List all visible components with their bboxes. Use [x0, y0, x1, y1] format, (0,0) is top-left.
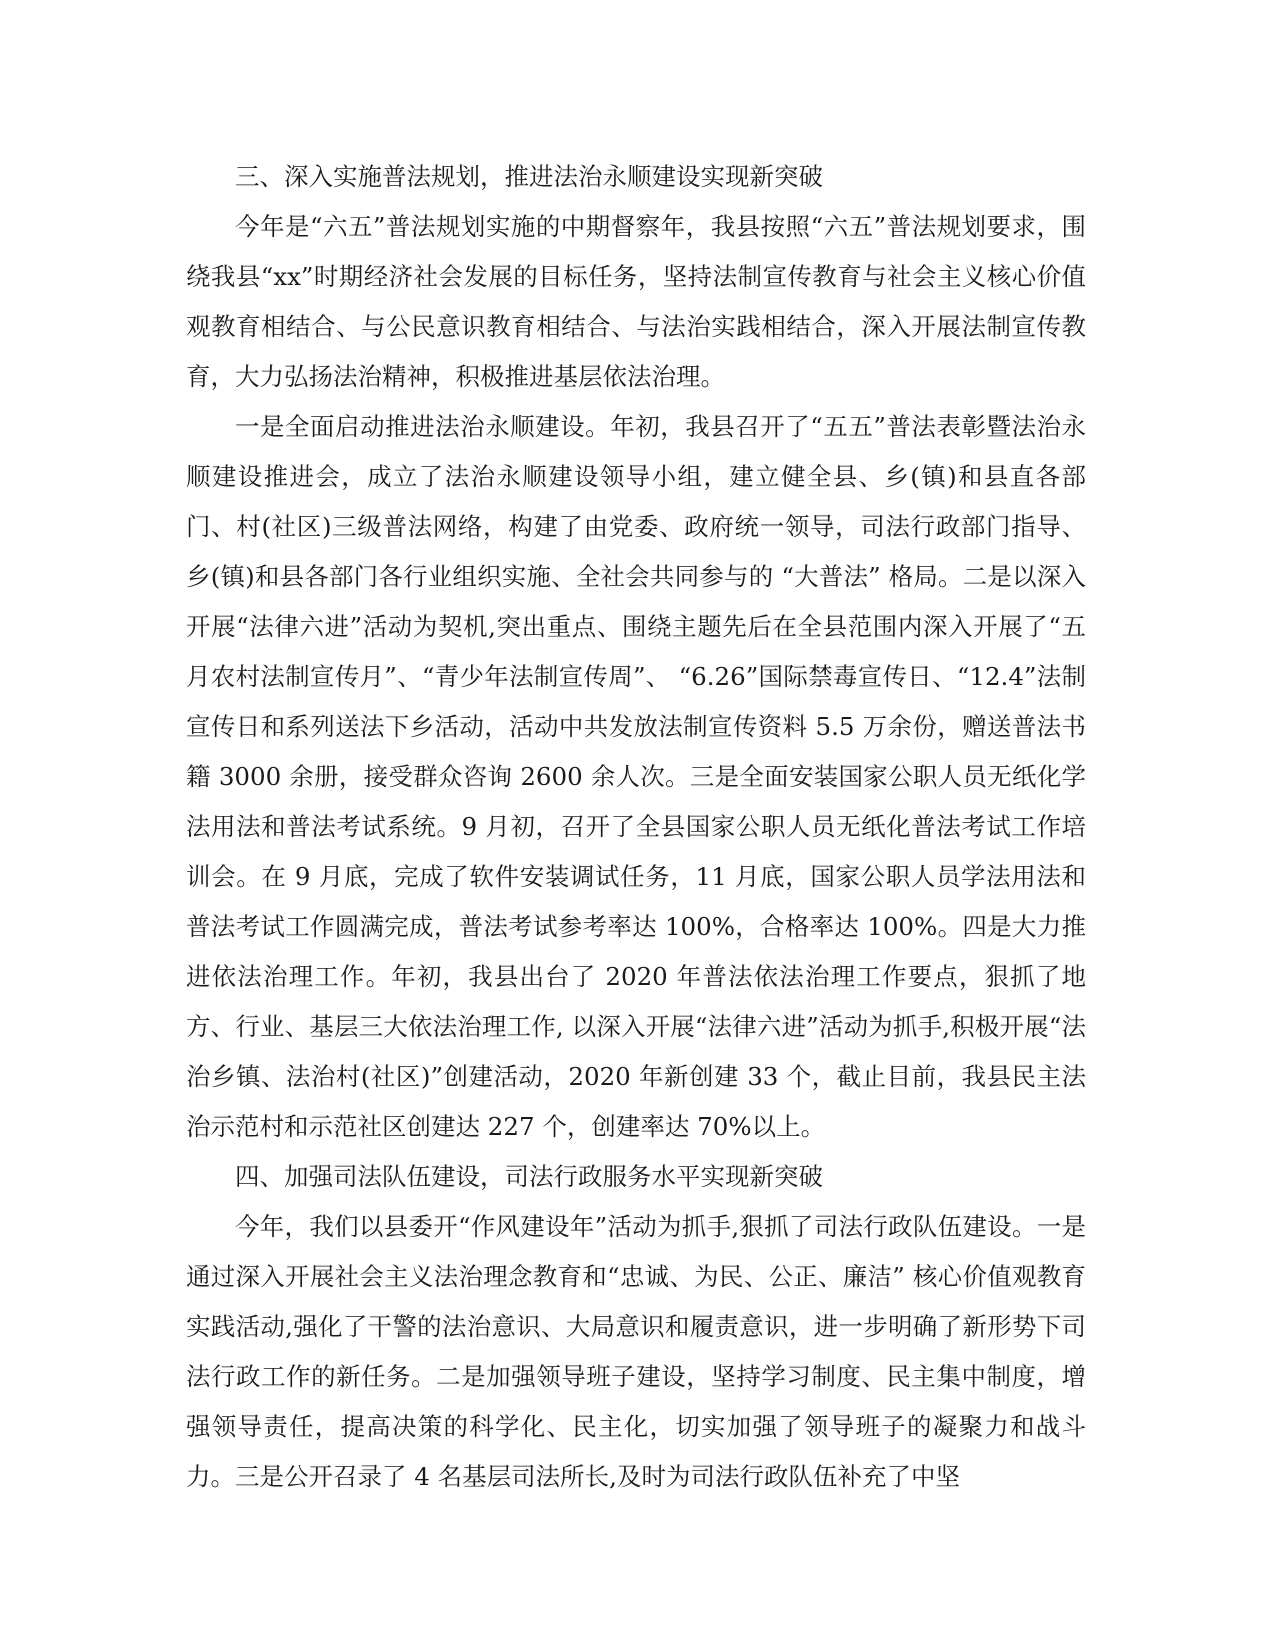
document-body — [186, 152, 1086, 1502]
paragraph-rule-of-law-construction: 一是全面启动推进法治永顺建设。年初，我县召开了“五五”普法表彰暨法治永顺建设推进会，成立了法治永顺建设领导小组，建立健全县、乡(镇)和县直各部门、村(社区)三级普法网络，构建了由党委、政府统一领导，司法行政部门指导、乡(镇)和县各部门各行业组织实施、全社会共同参与的 “大普法” 格局。二是以深入开展“法律六进”活动为契机,突出重点、围绕主题先后在全县范围内深入开展了“五月农村法制宣传月”、“青少年法制宣传周”、 “6.26”国际禁毒宣传日、“12.4”法制宣传日和系列送法下乡活动，活动中共发放法制宣传资料 5.5 万余份，赠送普法书籍 3000 余册，接受群众咨询 2600 余人次。三是全面安装国家公职人员无纸化学法用法和普法考试系统。9 月初，召开了全县国家公职人员无纸化普法考试工作培训会。在 9 月底，完成了软件安装调试任务，11 月底，国家公职人员学法用法和普法考试工作圆满完成，普法考试参考率达 100%，合格率达 100%。四是大力推进依法治理工作。年初，我县出台了 2020 年普法依法治理工作要点，狠抓了地方、行业、基层三大依法治理工作, 以深入开展“法律六进”活动为抓手,积极开展“法治乡镇、法治村(社区)”创建活动，2020 年新创建 33 个，截止目前，我县民主法治示范村和示范社区创建达 227 个，创建率达 70%以上。 — [186, 412, 1086, 1141]
paragraph-puf-plan: 今年是“六五”普法规划实施的中期督察年，我县按照“六五”普法规划要求，围绕我县“xx”时期经济社会发展的目标任务，坚持法制宣传教育与社会主义核心价值观教育相结合、与公民意识教育相结合、与法治实践相结合，深入开展法制宣传教育，大力弘扬法治精神，积极推进基层依法治理。 — [186, 212, 1086, 391]
section-heading-four: 四、加强司法队伍建设，司法行政服务水平实现新突破 — [235, 1162, 823, 1191]
section-heading-three: 三、深入实施普法规划，推进法治永顺建设实现新突破 — [235, 162, 823, 191]
paragraph-team-building: 今年，我们以县委开“作风建设年”活动为抓手,狠抓了司法行政队伍建设。一是通过深入开展社会主义法治理念教育和“忠诚、为民、公正、廉洁” 核心价值观教育实践活动,强化了干警的法治意识、大局意识和履责意识，进一步明确了新形势下司法行政工作的新任务。二是加强领导班子建设，坚持学习制度、民主集中制度，增强领导责任，提高决策的科学化、民主化，切实加强了领导班子的凝聚力和战斗力。三是公开召录了 4 名基层司法所长,及时为司法行政队伍补充了中坚 — [186, 1212, 1086, 1491]
